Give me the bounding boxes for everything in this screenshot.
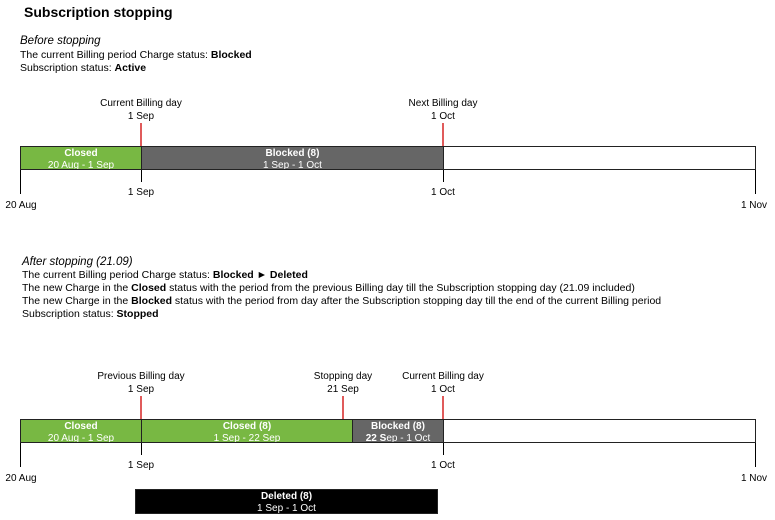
segment-closed (20, 419, 142, 443)
marker-previous-billing-day (97, 370, 184, 396)
axis-label: 1 Oct (431, 460, 455, 471)
before-charge-status-value: Blocked (210, 49, 252, 61)
before-heading: Before stopping (20, 35, 101, 47)
axis-start-label: 20 Aug (5, 200, 37, 211)
after-closed-charge-line (22, 282, 635, 295)
axis-label: 1 Oct (431, 187, 455, 198)
marker-line (140, 396, 142, 420)
segment-deleted (135, 489, 438, 514)
segment-period: 20 Aug - 1 Sep (47, 433, 115, 443)
segment-label: Blocked (8) (371, 421, 425, 432)
marker-date: 21 Sep (327, 384, 359, 395)
axis-end-label: 1 Nov (740, 200, 768, 211)
segment-period-rest: ep - 1 Oct (386, 433, 431, 443)
segment-future (443, 146, 756, 170)
segment-blocked-new (352, 419, 444, 443)
axis-tick (443, 170, 444, 182)
axis-tick (20, 443, 21, 467)
text-part: The new Charge in the (22, 295, 132, 307)
axis-end-label: 1 Nov (740, 473, 768, 484)
axis-label: 1 Sep (127, 460, 155, 471)
marker-date: 1 Sep (127, 384, 155, 395)
axis-start-label: 20 Aug (5, 473, 37, 484)
after-subscription-status-line (22, 308, 159, 321)
segment-period: 1 Sep - 1 Oct (257, 503, 316, 514)
before-charge-status-prefix: The current Billing period Charge status: (20, 49, 211, 61)
marker-date: 1 Sep (127, 111, 155, 122)
marker-date: 1 Oct (431, 111, 455, 122)
before-subscription-status-line (20, 62, 146, 75)
text-bold-part: Closed (131, 282, 167, 294)
marker-stopping-day (314, 370, 372, 396)
segment-future (443, 419, 756, 443)
segment-blocked (141, 146, 444, 170)
segment-closed (20, 146, 142, 170)
text-bold-part: Blocked (131, 295, 173, 307)
marker-line (342, 396, 344, 420)
page-title: Subscription stopping (24, 4, 173, 20)
marker-current-billing-day-after (402, 370, 484, 396)
segment-label: Deleted (8) (260, 491, 313, 502)
segment-label: Closed (8) (222, 421, 272, 432)
segment-period (353, 433, 443, 443)
marker-line (442, 123, 444, 147)
before-charge-status-line (20, 49, 252, 62)
after-blocked-charge-line (22, 295, 661, 308)
segment-period: 20 Aug - 1 Sep (47, 160, 115, 170)
after-charge-status-prefix: The current Billing period Charge status: (22, 269, 213, 281)
axis-tick (755, 443, 756, 467)
axis-tick (443, 443, 444, 455)
after-subscription-status-value: Stopped (116, 308, 159, 320)
segment-label: Closed (64, 148, 98, 159)
segment-closed-new (141, 419, 353, 443)
axis-tick (141, 170, 142, 182)
marker-label: Stopping day (313, 371, 373, 382)
after-charge-status-line (22, 269, 308, 282)
marker-date: 1 Oct (431, 384, 455, 395)
marker-label: Current Billing day (100, 98, 182, 109)
before-subscription-status-value: Active (114, 62, 147, 74)
segment-label: Blocked (8) (265, 148, 320, 159)
segment-period: 1 Sep - 22 Sep (213, 433, 281, 443)
marker-line (140, 123, 142, 147)
after-charge-status-value: Blocked ► Deleted (212, 269, 308, 281)
segment-period-bold: 22 S (365, 433, 387, 443)
after-heading: After stopping (21.09) (22, 256, 133, 268)
segment-period: 1 Sep - 1 Oct (263, 160, 322, 170)
after-subscription-status-prefix: Subscription status: (22, 308, 117, 320)
text-part: The new Charge in the (22, 282, 132, 294)
marker-current-billing-day (100, 97, 182, 123)
axis-tick (20, 170, 21, 194)
axis-label: 1 Sep (127, 187, 155, 198)
text-part: status with the period from the previous Billing day till the Subscription stopping day (21.09 included) (166, 282, 635, 294)
axis-tick (755, 170, 756, 194)
marker-line (442, 396, 444, 420)
marker-next-billing-day (409, 97, 478, 123)
axis-tick (141, 443, 142, 455)
marker-label: Previous Billing day (97, 371, 185, 382)
marker-label: Next Billing day (408, 98, 478, 109)
text-part: status with the period from day after the Subscription stopping day till the end of the current Billing period (172, 295, 662, 307)
before-subscription-status-prefix: Subscription status: (20, 62, 115, 74)
segment-label: Closed (64, 421, 98, 432)
marker-label: Current Billing day (402, 371, 484, 382)
